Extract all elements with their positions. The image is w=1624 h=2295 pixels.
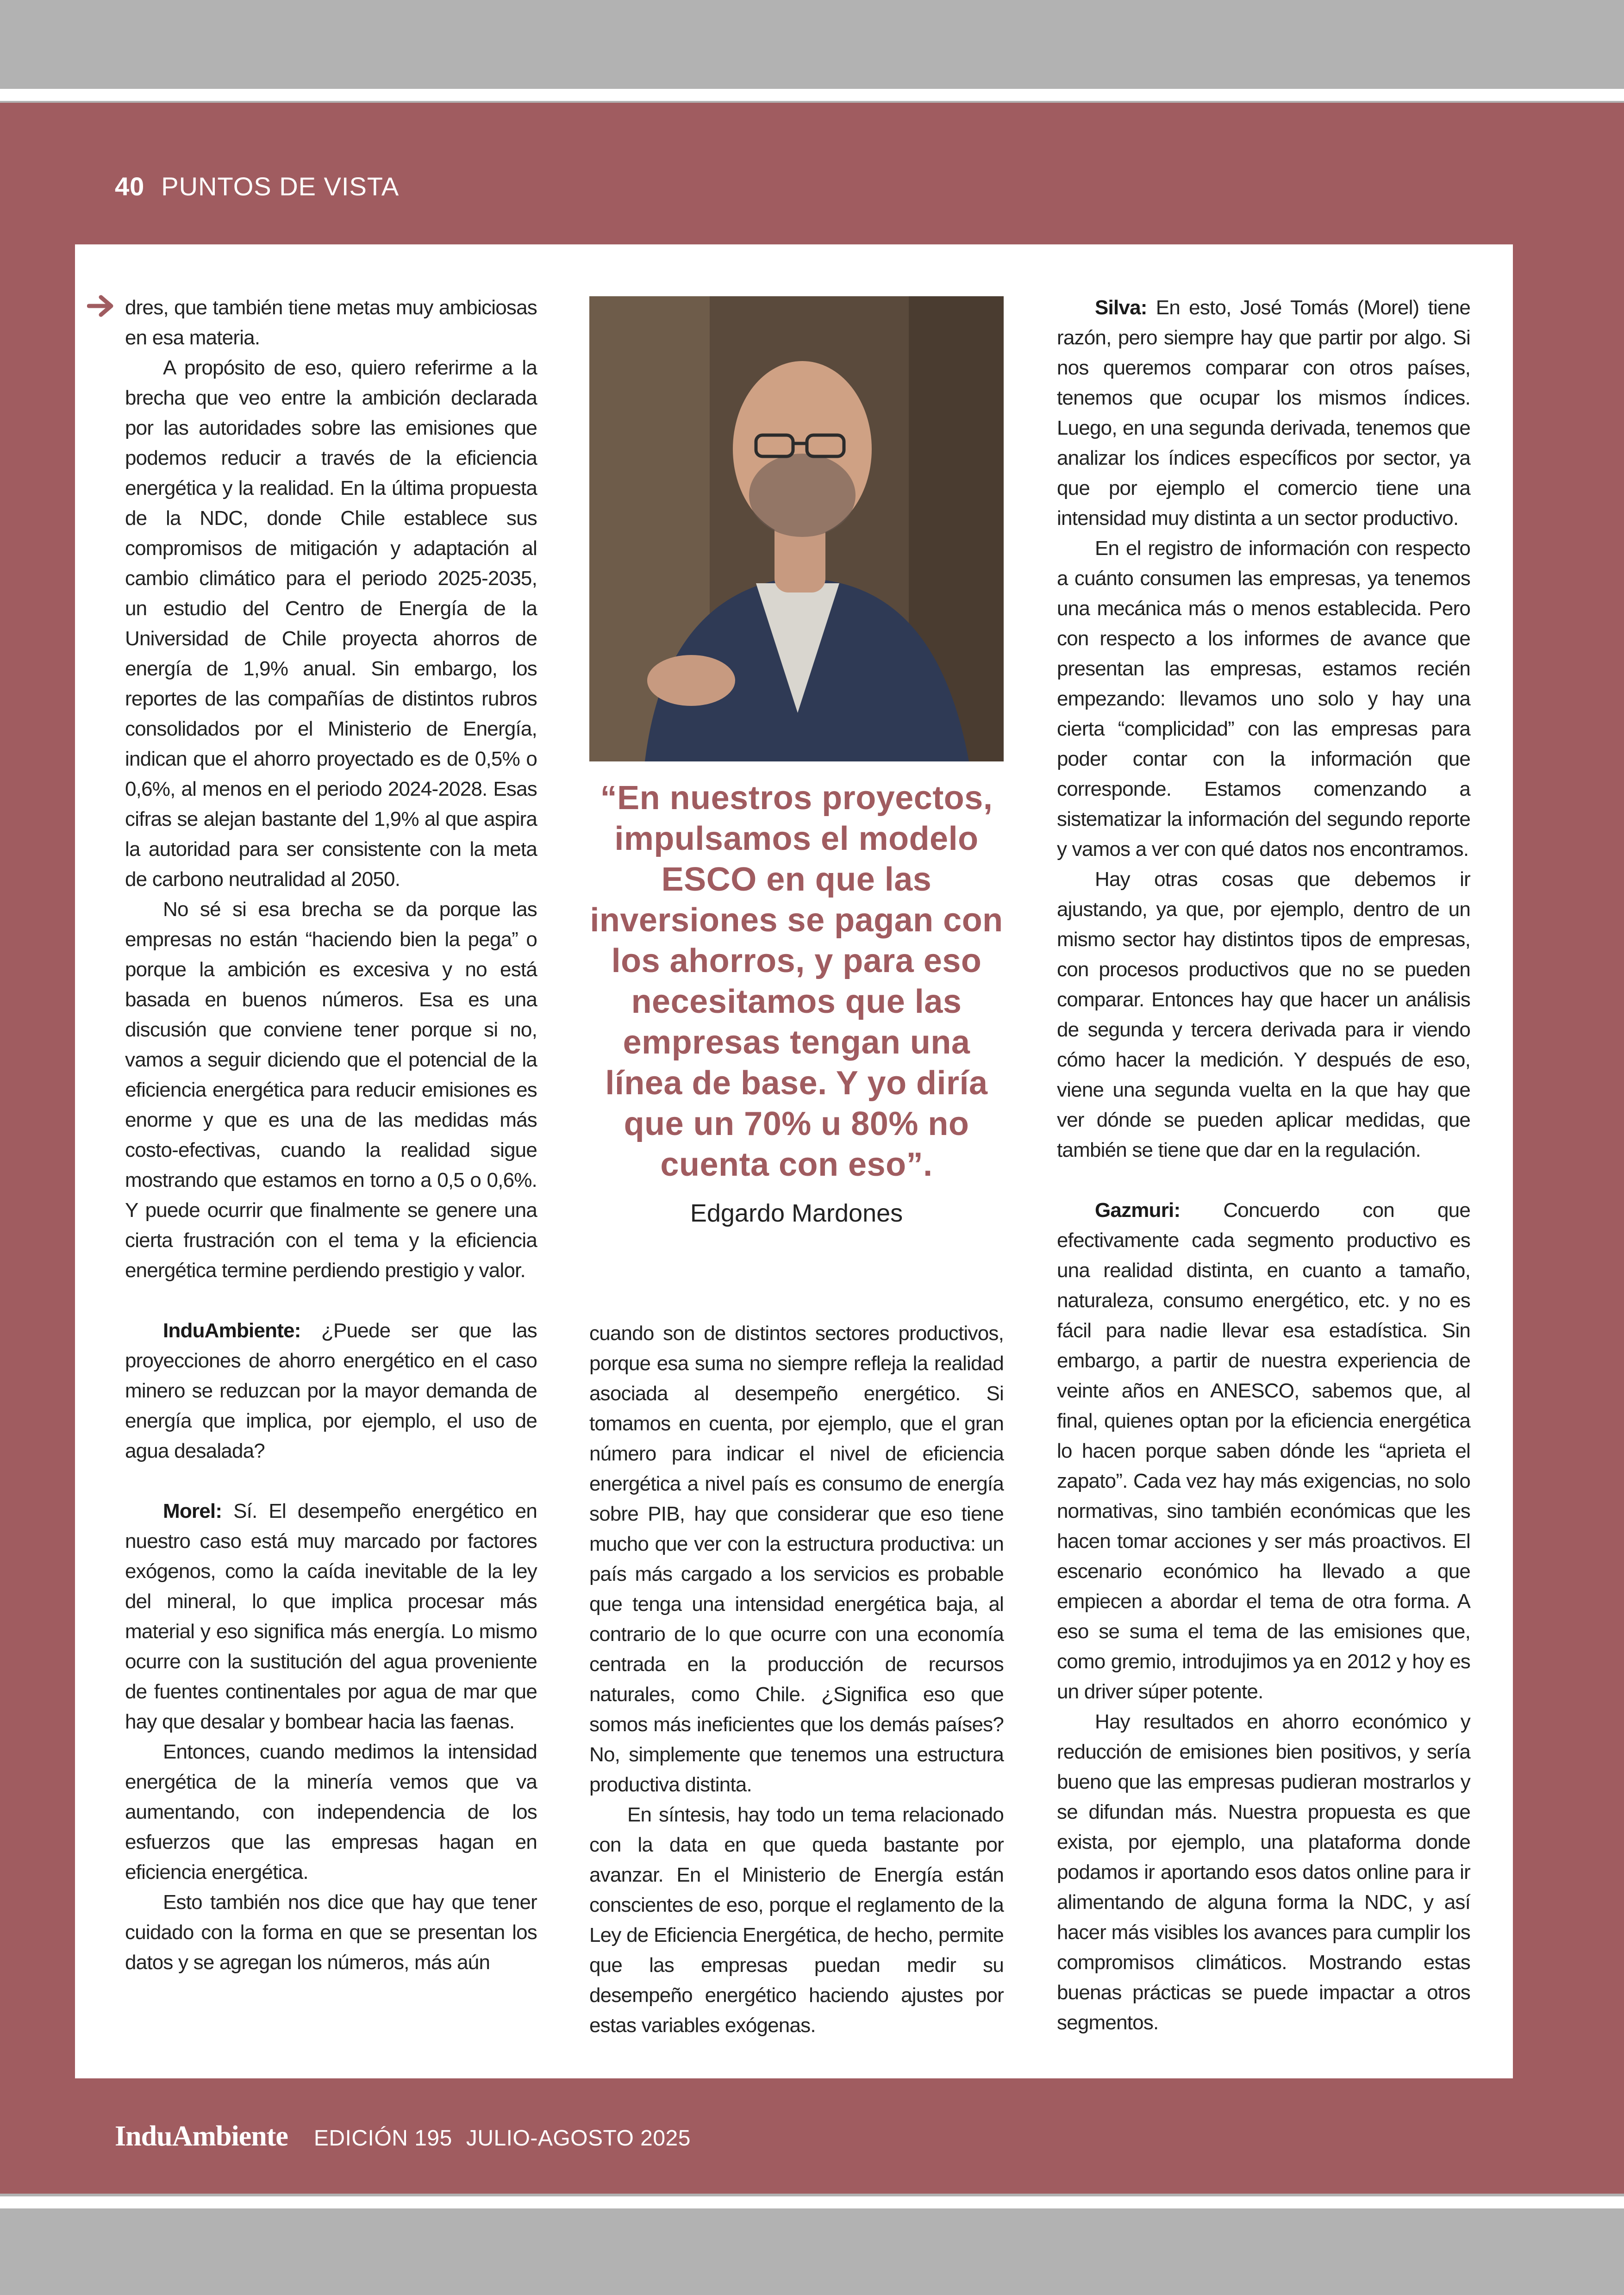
paragraph: En síntesis, hay todo un tema relacionado con la data en que queda bastante por avanzar. En el Ministerio de Energía están conscientes de eso, porque el reglamento de la Ley de Eficiencia Energética, de hecho, permite que las empresas puedan medir su desempeño energético haciendo ajustes por estas variables exógenas.	[589, 1803, 1004, 2037]
bottom-white-rule	[0, 2196, 1624, 2208]
paragraph: En el registro de información con respecto a cuánto consumen las empresas, ya tenemos una mecánica más o menos establecida. Pero con respecto a los informes de avance que presentan las empresas, estamos recién empezando: llevamos uno solo y hay una cierta “complicidad” con las empresas para poder contar con la información que corresponde. Estamos comenzando a sistematizar la información del segundo reporte y vamos a ver con qué datos nos encontramos.	[1057, 537, 1470, 861]
portrait-illustration	[589, 296, 1004, 761]
edition-number: EDICIÓN 195	[313, 2126, 452, 2151]
column-2	[589, 1318, 1004, 2040]
question-text: ¿Puede ser que las proyecciones de ahorro energético en el caso minero se reduzcan por la mayor demanda de energía que implica, por ejemplo, el uso de agua desalada?	[125, 1319, 537, 1462]
page-footer	[115, 2120, 691, 2153]
answer-text: Sí. El desempeño energético en nuestro caso está muy marcado por factores exógenos, como la caída inevitable de la ley del mineral, lo que implica procesar más material y eso significa más energía. Lo mismo ocurre con la sustitución del agua proveniente de fuentes continentales por agua de mar que hay que desalar y bombear hacia las faenas.	[125, 1500, 537, 1733]
top-white-rule	[0, 89, 1624, 101]
paragraph: dres, que también tiene metas muy ambiciosas en esa materia.	[125, 296, 537, 349]
pull-quote: “En nuestros proyectos, impulsamos el modelo ESCO en que las inversiones se pagan con los ahorros, y para eso necesitamos que las empresas tengan una línea de base. Y yo diría que un 70% u 80% no cuenta con eso”.	[590, 780, 1003, 1183]
answer-gazmuri	[1057, 1195, 1470, 1707]
column-3	[1057, 293, 1470, 2038]
answer-silva	[1057, 293, 1470, 533]
magazine-logo: InduAmbiente	[115, 2120, 288, 2152]
paragraph: Hay resultados en ahorro económico y reducción de emisiones bien positivos, y sería bueno que las empresas pudieran mostrarlos y se difundan más. Nuestra propuesta es que exista, por ejemplo, una plataforma donde podamos ir aportando esos datos online para ir alimentando de alguna forma la NDC, y así hacer más visibles los avances para cumplir los compromisos climáticos. Mostrando estas buenas prácticas se puede impactar a otros segmentos.	[1057, 1710, 1470, 2034]
interviewer-question	[125, 1316, 537, 1466]
paragraph: No sé si esa brecha se da porque las empresas no están “haciendo bien la pega” o porque la ambición es excesiva y no está basada en buenos números. Esa es una discusión que conviene tener porque si no, vamos a seguir diciendo que el potencial de la eficiencia energética para reducir emisiones es enorme y que es una de las medidas más costo-efectivas, cuando la realidad sigue mostrando que estamos en torno a 0,5 o 0,6%. Y puede ocurrir que finalmente se genere una cierta frustración con el tema y la eficiencia energética termine perdiendo prestigio y valor.	[125, 898, 537, 1282]
column-1	[125, 293, 537, 1977]
answer-text: En esto, José Tomás (Morel) tiene razón, pero siempre hay que partir por algo. Si nos queremos comparar con otros países, tenemos que ocupar los mismos índices. Luego, en una segunda derivada, tenemos que analizar los índices específicos por sector, ya que por ejemplo el comercio tiene una intensidad muy distinta a un sector productivo.	[1057, 296, 1470, 530]
pull-quote-author: Edgardo Mardones	[690, 1199, 903, 1227]
paragraph: Esto también nos dice que hay que tener cuidado con la forma en que se presentan los datos y se agregan los números, más aún	[125, 1891, 537, 1974]
paragraph: A propósito de eso, quiero referirme a la brecha que veo entre la ambición declarada por las autoridades sobre las emisiones que podemos reducir a través de la eficiencia energética y la realidad. En la última propuesta de la NDC, donde Chile establece sus compromisos de mitigación y adaptación al cambio climático para el periodo 2025-2035, un estudio del Centro de Energía de la Universidad de Chile proyecta ahorros de energía de 1,9% anual. Sin embargo, los reportes de las compañías de distintos rubros consolidados por el Ministerio de Energía, indican que el ahorro proyectado es de 0,5% o 0,6%, al menos en el periodo 2024-2028. Esas cifras se alejan bastante del 1,9% al que aspira la autoridad para ser consistente con la meta de carbono neutralidad al 2050.	[125, 356, 537, 891]
speaker-name: Morel:	[163, 1500, 222, 1522]
page-number: 40	[115, 172, 145, 201]
page-header	[115, 171, 399, 208]
paragraph: cuando son de distintos sectores productivos, porque esa suma no siempre refleja la realidad asociada al desempeño energético. Si tomamos en cuenta, por ejemplo, que el gran número para indicar el nivel de eficiencia energética a nivel país es consumo de energía sobre PIB, hay que considerar que eso tiene mucho que ver con la estructura productiva: un país más cargado a los servicios es probable que tenga una intensidad energética baja, al contrario de lo que ocurre con una economía centrada en la producción de recursos naturales, como Chile. ¿Significa eso que somos más ineficientes que los demás países? No, simplemente que tenemos una estructura productiva distinta.	[589, 1322, 1004, 1796]
speaker-name: InduAmbiente:	[163, 1319, 301, 1342]
answer-morel	[125, 1496, 537, 1737]
speaker-name: Gazmuri:	[1095, 1199, 1181, 1222]
speaker-name: Silva:	[1095, 296, 1147, 319]
continuation-arrow-icon	[87, 294, 116, 318]
paragraph: Entonces, cuando medimos la intensidad energética de la minería vemos que va aumentando, con independencia de los esfuerzos que las empresas hagan en eficiencia energética.	[125, 1740, 537, 1883]
answer-text: Concuerdo con que efectivamente cada segmento productivo es una realidad distinta, en cuanto a tamaño, naturaleza, consumo energético, etc. y no es fácil para nadie llevar esa estadística. Sin embargo, a partir de nuestra experiencia de veinte años en ANESCO, sabemos que, al final, quienes optan por la eficiencia energética lo hacen porque saben dónde les “aprieta el zapato”. Cada vez hay más exigencias, no solo normativas, sino también económicas que les hacen tomar acciones y ser más proactivos. El escenario económico ha llevado a que empiecen a abordar el tema de otra forma. A eso se suma el tema de las emisiones que, como gremio, introdujimos ya en 2012 y hoy es un driver súper potente.	[1057, 1199, 1470, 1703]
paragraph: Hay otras cosas que debemos ir ajustando, ya que, por ejemplo, dentro de un mismo sector hay distintos tipos de empresas, con procesos productivos que no se pueden comparar. Entonces hay que hacer un análisis de segunda y tercera derivada para ir viendo cómo hacer la medición. Y después de eso, viene una segunda vuelta en la que hay que ver dónde se pueden aplicar medidas, que también se tiene que dar en la regulación.	[1057, 868, 1470, 1161]
section-title: PUNTOS DE VISTA	[161, 172, 400, 201]
portrait-photo	[589, 296, 1004, 761]
edition-date: JULIO-AGOSTO 2025	[466, 2126, 691, 2151]
